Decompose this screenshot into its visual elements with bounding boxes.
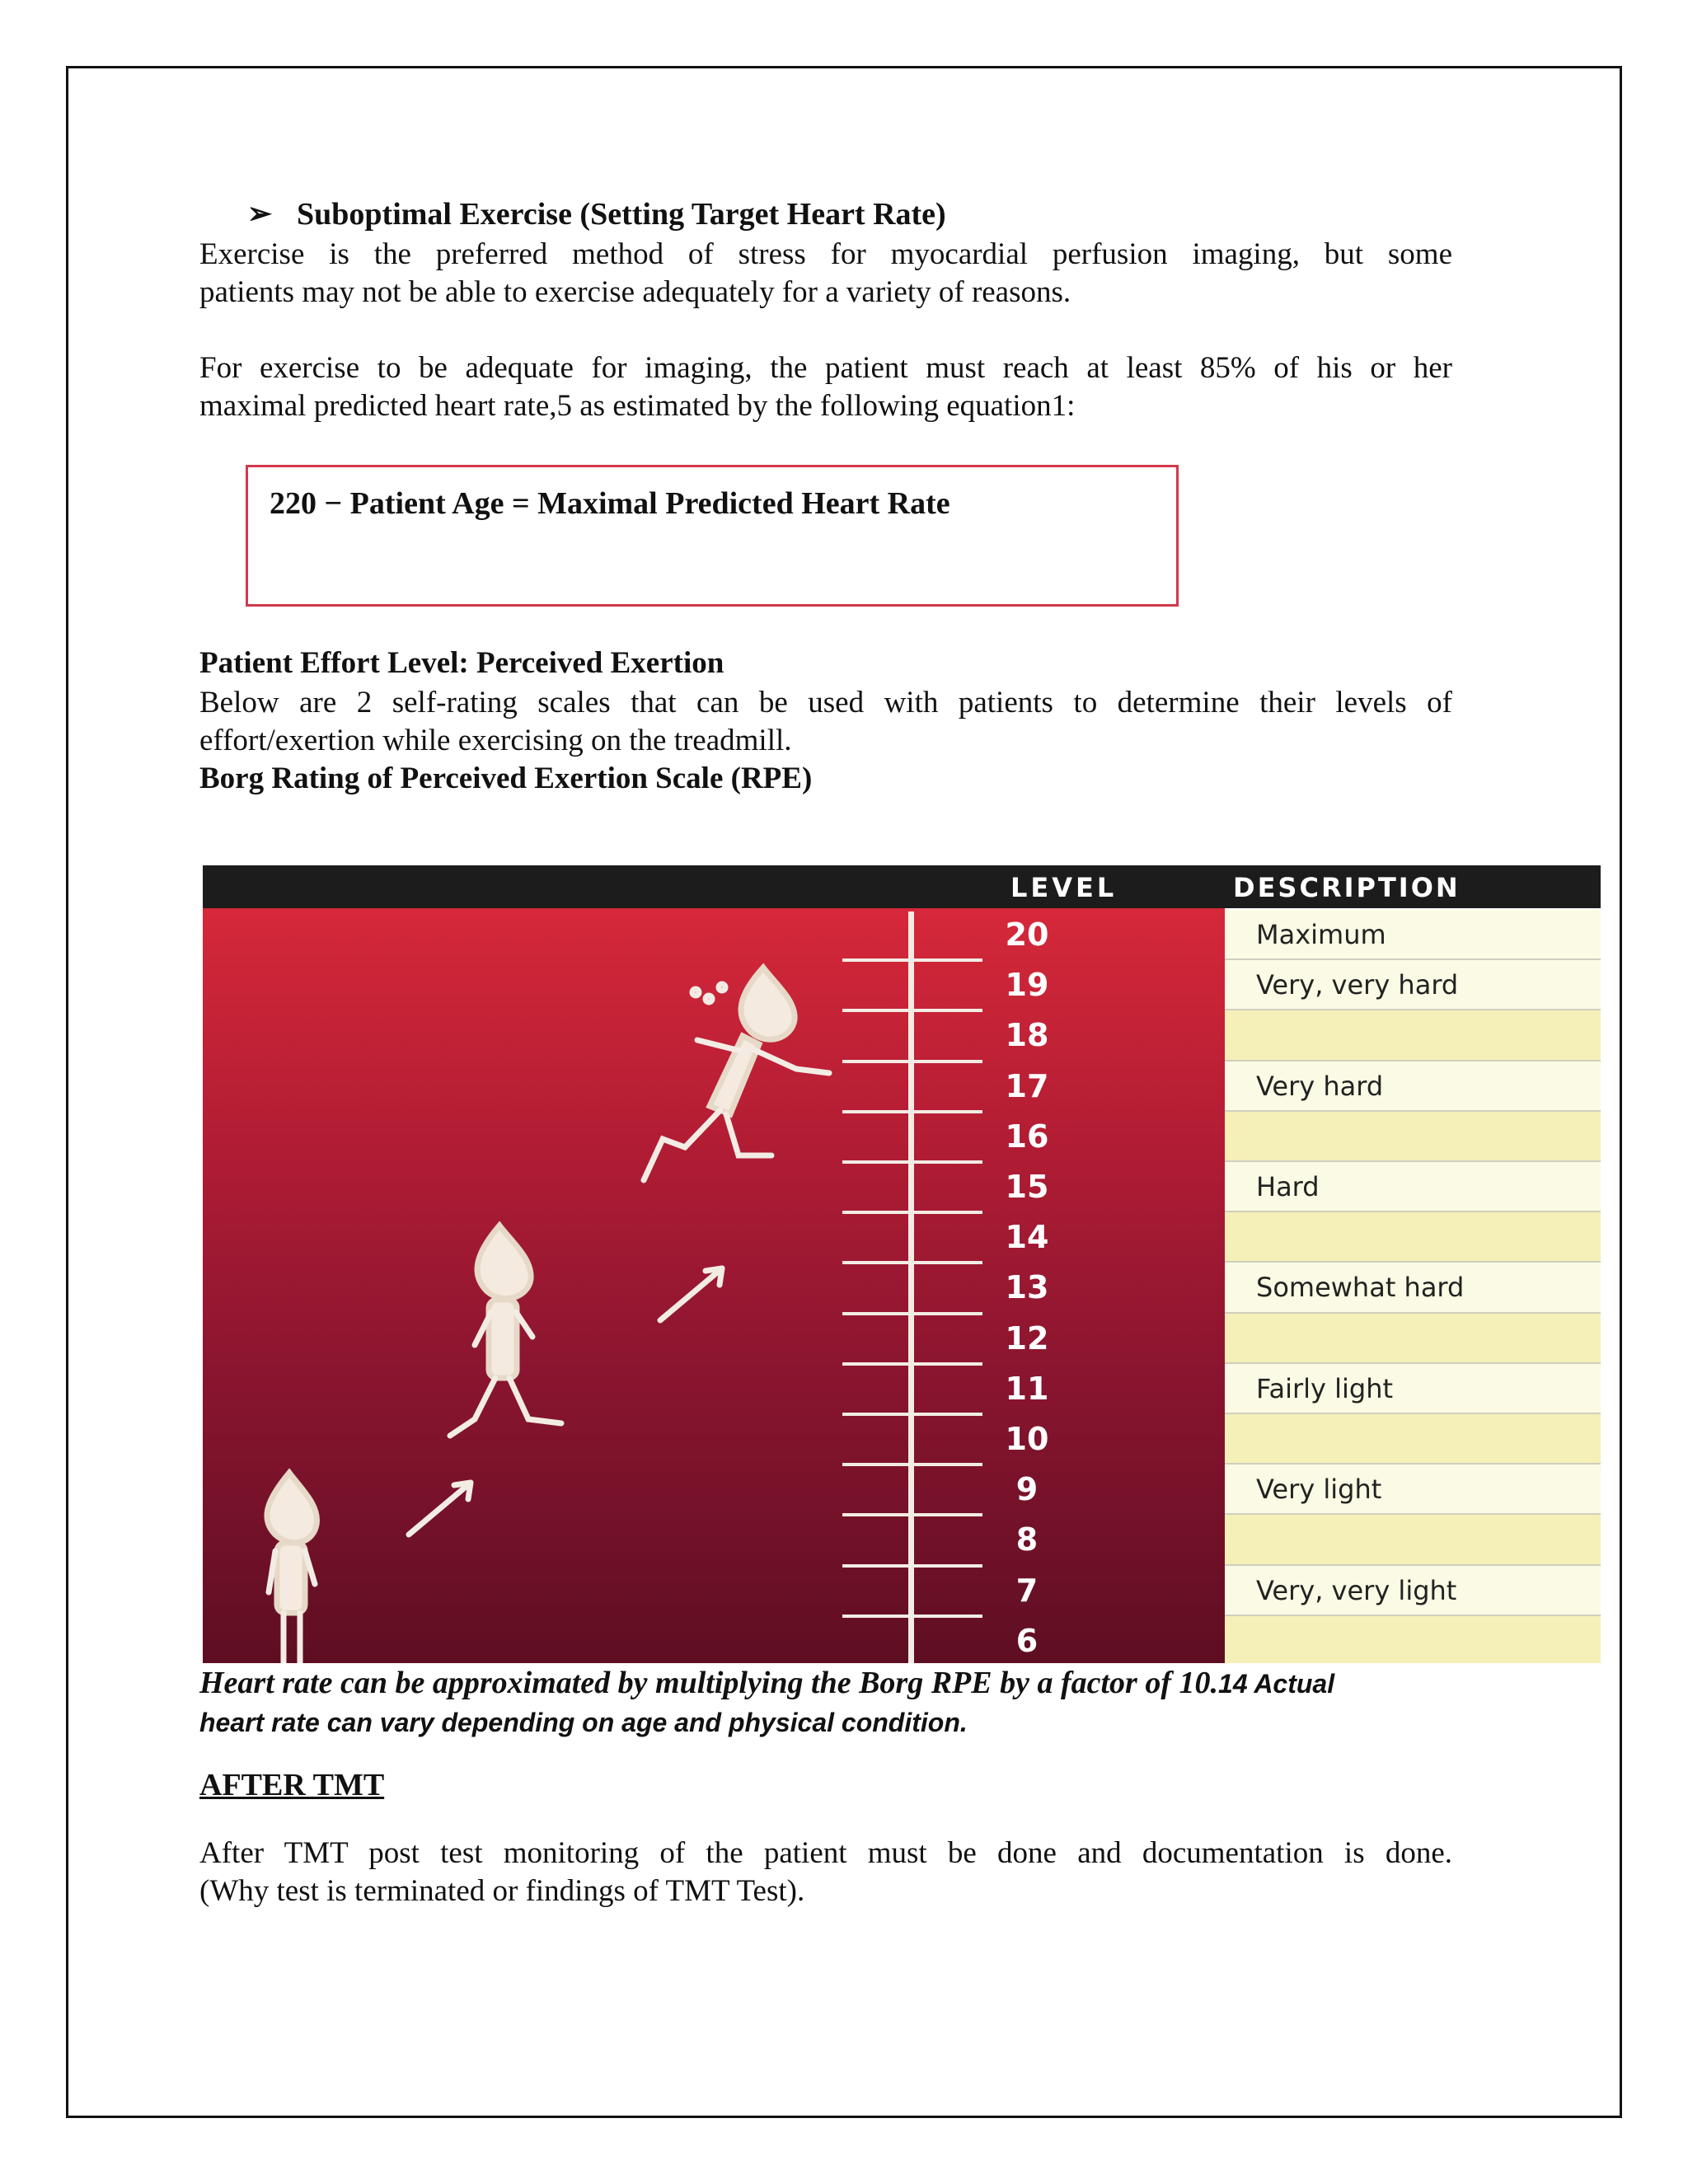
description-cell: Hard <box>1225 1162 1601 1212</box>
description-cell: Very hard <box>1225 1062 1601 1112</box>
level-17: 17 <box>1005 1067 1049 1104</box>
scale-tick <box>842 1009 982 1012</box>
scale-tick <box>842 1211 982 1214</box>
exertion-figures-illustration <box>203 908 846 1663</box>
caption-main-text: Heart rate can be approximated by multiplying the Borg RPE by a factor of 10. <box>199 1666 1219 1700</box>
scale-tick <box>842 1513 982 1516</box>
scale-tick <box>842 958 982 962</box>
paragraph-line: effort/exertion while exercising on the treadmill. <box>199 724 792 757</box>
paragraph-line: Exercise is the preferred method of stress for myocardial perfusion imaging, but some <box>199 237 1452 271</box>
scale-tick <box>842 1312 982 1315</box>
caption-tail-text: 14 Actual <box>1218 1669 1335 1699</box>
after-tmt-heading: AFTER TMT <box>199 1768 385 1802</box>
scale-tick <box>842 1160 982 1164</box>
description-cell <box>1225 1112 1601 1162</box>
paragraph-line: (Why test is terminated or findings of TMT Test). <box>199 1874 805 1908</box>
description-cell <box>1225 1010 1601 1061</box>
chart-caption-line1 <box>199 1665 1334 1701</box>
level-13: 13 <box>1005 1269 1049 1306</box>
description-cell: Maximum <box>1225 910 1601 960</box>
scale-tick <box>842 1463 982 1466</box>
scale-tick <box>842 1110 982 1113</box>
scale-tick <box>842 1615 982 1618</box>
description-cell: Fairly light <box>1225 1364 1601 1414</box>
paragraph-line: After TMT post test monitoring of the patient must be done and documentation is done. <box>199 1836 1452 1870</box>
level-7: 7 <box>1015 1572 1039 1609</box>
description-cell <box>1225 1314 1601 1364</box>
level-20: 20 <box>1005 916 1049 953</box>
walking-figure-icon <box>450 1226 561 1436</box>
level-9: 9 <box>1015 1471 1039 1508</box>
paragraph-line: Below are 2 self-rating scales that can be used with patients to determine their levels of <box>199 686 1452 719</box>
scale-tick <box>842 1413 982 1416</box>
effort-heading: Patient Effort Level: Perceived Exertion <box>199 646 724 680</box>
description-cell <box>1225 1414 1601 1465</box>
borg-rpe-chart <box>203 865 1601 1663</box>
scale-vertical-line <box>908 912 914 1663</box>
formula-box <box>246 465 1179 607</box>
column-header-description: DESCRIPTION <box>1233 872 1461 903</box>
paragraph-line: patients may not be able to exercise adequately for a variety of reasons. <box>199 275 1071 309</box>
level-12: 12 <box>1005 1319 1049 1357</box>
level-10: 10 <box>1005 1421 1049 1457</box>
formula-text: 220 − Patient Age = Maximal Predicted Heart Rate <box>270 486 950 521</box>
description-cell <box>1225 1212 1601 1263</box>
level-19: 19 <box>1005 967 1049 1004</box>
level-6: 6 <box>1015 1622 1039 1659</box>
scale-tick <box>842 1261 982 1264</box>
scale-tick <box>842 1060 982 1063</box>
running-figure-icon <box>644 968 829 1180</box>
level-16: 16 <box>1005 1118 1049 1155</box>
scale-tick <box>842 1362 982 1366</box>
standing-figure-icon <box>267 1473 317 1663</box>
description-cell <box>1225 1616 1601 1663</box>
level-8: 8 <box>1015 1521 1039 1558</box>
level-18: 18 <box>1005 1017 1049 1054</box>
description-cell: Very, very light <box>1225 1566 1601 1616</box>
paragraph-line: maximal predicted heart rate,5 as estimated by the following equation1: <box>199 389 1076 423</box>
bullet-arrow-icon: ➢ <box>247 197 273 230</box>
section-heading: Suboptimal Exercise (Setting Target Heart Rate) <box>297 197 946 232</box>
column-header-level: LEVEL <box>1010 872 1118 903</box>
level-15: 15 <box>1005 1169 1049 1205</box>
description-cell: Very light <box>1225 1465 1601 1515</box>
scale-tick <box>842 1564 982 1568</box>
level-11: 11 <box>1005 1370 1049 1407</box>
borg-scale-title: Borg Rating of Perceived Exertion Scale (RPE) <box>199 762 813 795</box>
paragraph-line: For exercise to be adequate for imaging, the patient must reach at least 85% of his or her <box>199 351 1452 385</box>
description-cell: Somewhat hard <box>1225 1263 1601 1313</box>
description-cell <box>1225 1515 1601 1565</box>
chart-caption-line2: heart rate can vary depending on age and physical condition. <box>199 1708 968 1737</box>
level-14: 14 <box>1005 1219 1049 1256</box>
description-cell: Very, very hard <box>1225 960 1601 1010</box>
